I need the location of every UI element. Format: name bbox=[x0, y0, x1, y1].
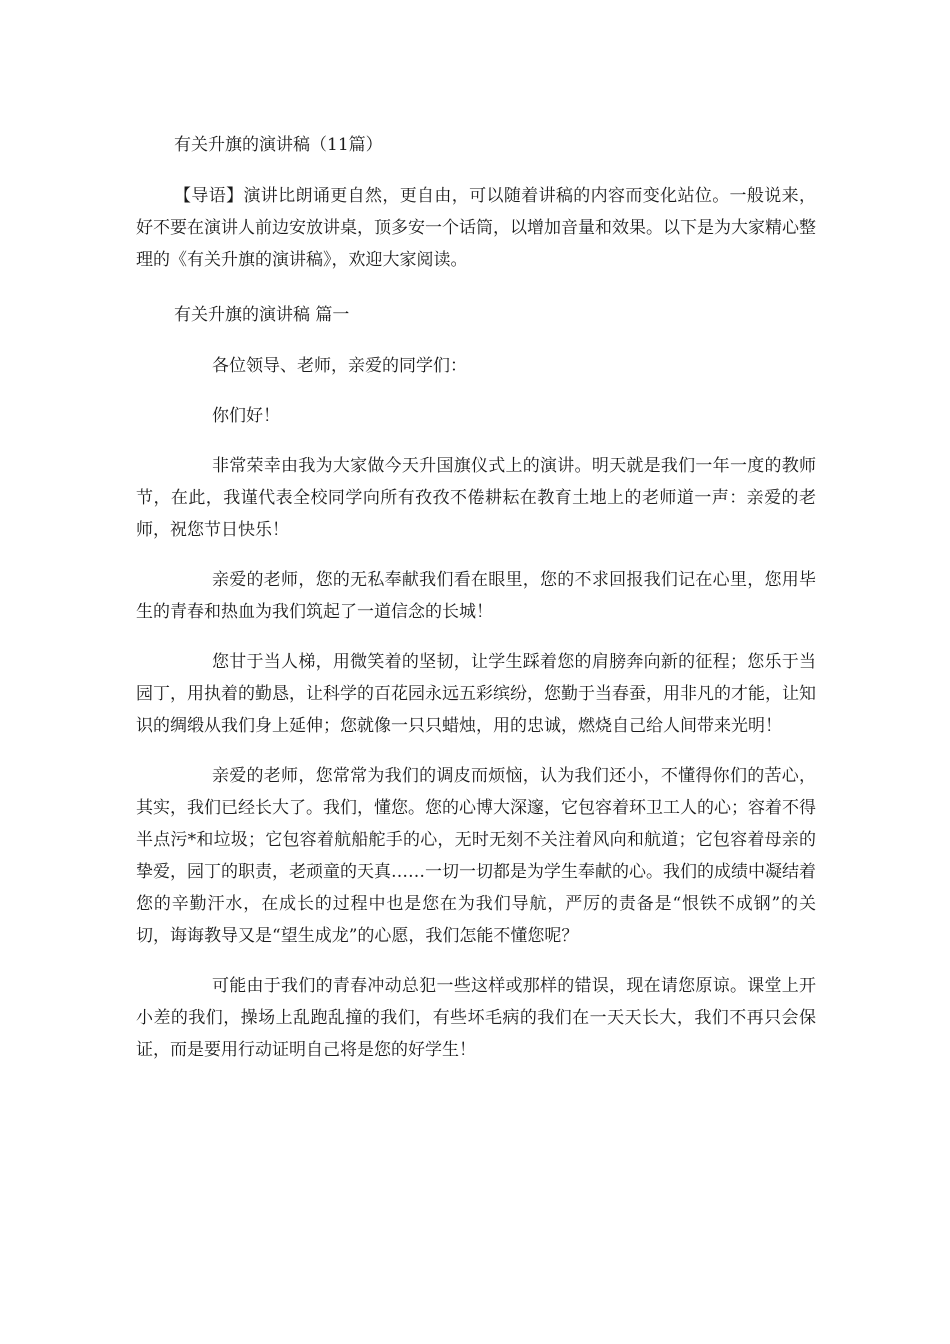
body-paragraph: 您甘于当人梯，用微笑着的坚韧，让学生踩着您的肩膀奔向新的征程；您乐于当园丁，用执着的勤恳，让科学的百花园永远五彩缤纷，您勤于当春蚕，用非凡的才能，让知识的绸缎从我们身上延伸；您就像一只只蜡烛，用的忠诚，燃烧自己给人间带来光明！ bbox=[136, 652, 816, 736]
section-title: 有关升旗的演讲稿 篇一 bbox=[174, 305, 350, 325]
body-paragraph: 亲爱的老师，您的无私奉献我们看在眼里，您的不求回报我们记在心里，您用毕生的青春和热血为我们筑起了一道信念的长城！ bbox=[136, 570, 816, 622]
body-paragraph: 可能由于我们的青春冲动总犯一些这样或那样的错误，现在请您原谅。课堂上开小差的我们，操场上乱跑乱撞的我们，有些坏毛病的我们在一天天长大，我们不再只会保证，而是要用行动证明自己将是您的好学生！ bbox=[136, 976, 816, 1060]
body-paragraph: 非常荣幸由我为大家做今天升国旗仪式上的演讲。明天就是我们一年一度的教师节，在此，我谨代表全校同学向所有孜孜不倦耕耘在教育土地上的老师道一声：亲爱的老师，祝您节日快乐！ bbox=[136, 456, 816, 540]
greeting: 你们好！ bbox=[212, 406, 280, 426]
salutation: 各位领导、老师，亲爱的同学们： bbox=[212, 356, 467, 376]
document-page bbox=[136, 128, 816, 1066]
intro-paragraph: 【导语】演讲比朗诵更自然，更自由，可以随着讲稿的内容而变化站位。一般说来，好不要在演讲人前边安放讲桌，顶多安一个话筒，以增加音量和效果。以下是为大家精心整理的《有关升旗的演讲稿》，欢迎大家阅读。 bbox=[136, 186, 816, 270]
body-paragraph: 亲爱的老师，您常常为我们的调皮而烦恼，认为我们还小，不懂得你们的苦心，其实，我们已经长大了。我们，懂您。您的心博大深邃，它包容着环卫工人的心；容着不得半点污*和垃圾；它包容着航船舵手的心，无时无刻不关注着风向和航道；它包容着母亲的挚爱，园丁的职责，老顽童的天真……一切一切都是为学生奉献的心。我们的成绩中凝结着您的辛勤汗水，在成长的过程中也是您在为我们导航，严厉的责备是“恨铁不成钢”的关切，诲诲教导又是“望生成龙”的心愿，我们怎能不懂您呢？ bbox=[136, 766, 816, 946]
document-title: 有关升旗的演讲稿（11篇） bbox=[174, 135, 383, 155]
